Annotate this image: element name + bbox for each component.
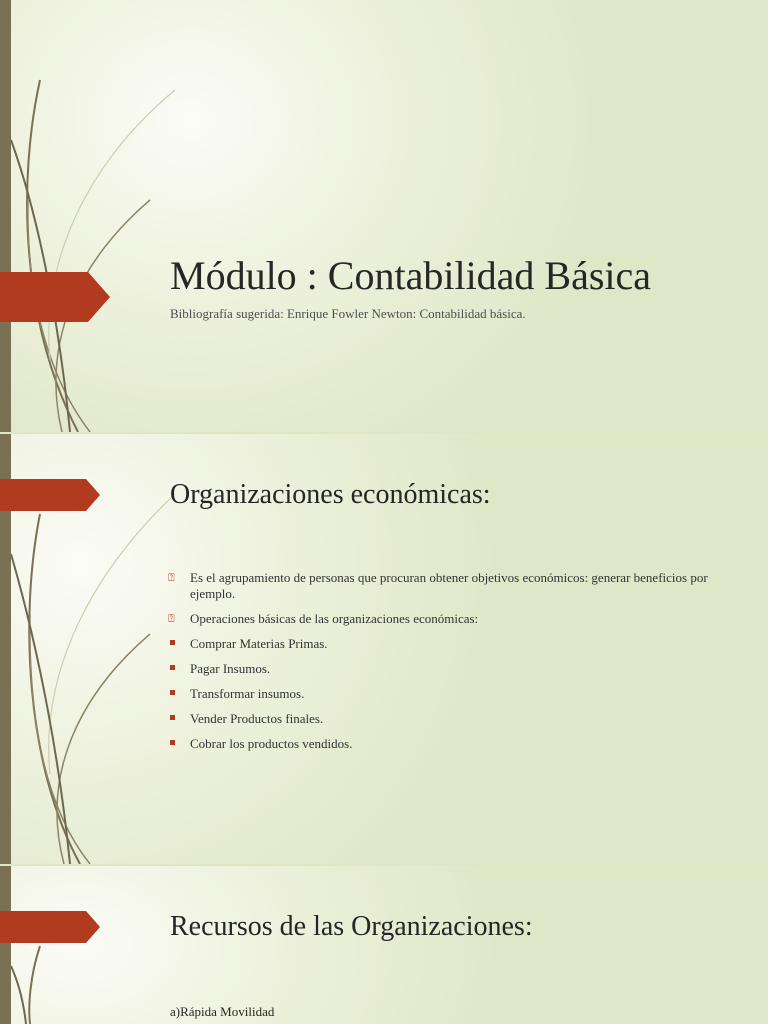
arrow-bullet-icon: ⍰ <box>168 613 175 625</box>
slide-text: a)Rápida Movilidad <box>170 1004 275 1019</box>
accent-arrow <box>0 479 100 511</box>
square-bullet-icon <box>170 665 175 670</box>
square-bullet-icon <box>170 715 175 720</box>
accent-arrow <box>0 272 110 322</box>
slide-title: Recursos de las Organizaciones: <box>170 911 533 942</box>
slide-title: Módulo : Contabilidad Básica <box>170 253 652 298</box>
list-item: Comprar Materias Primas. <box>168 636 708 652</box>
square-bullet-icon <box>170 690 175 695</box>
slide-3 <box>0 866 768 1024</box>
list-item: Cobrar los productos vendidos. <box>168 736 708 752</box>
bullet-list <box>168 570 708 761</box>
accent-arrow <box>0 911 100 943</box>
slide-title: Organizaciones económicas: <box>170 479 491 510</box>
square-bullet-icon <box>170 640 175 645</box>
slide-1 <box>0 0 768 432</box>
decorative-vines <box>0 866 200 1024</box>
arrow-bullet-icon: ⍰ <box>168 572 175 584</box>
decorative-vines <box>0 0 200 432</box>
list-item: Vender Productos finales. <box>168 711 708 727</box>
left-edge-bar <box>0 866 11 1024</box>
left-edge-bar <box>0 0 11 432</box>
list-item: Transformar insumos. <box>168 686 708 702</box>
list-item: ⍰ Es el agrupamiento de personas que procuran obtener objetivos económicos: generar beneficios por ejemplo. <box>168 570 708 601</box>
square-bullet-icon <box>170 740 175 745</box>
list-item: ⍰ Operaciones básicas de las organizaciones económicas: <box>168 611 479 626</box>
slide-subtitle: Bibliografía sugerida: Enrique Fowler Newton: Contabilidad básica. <box>170 306 526 321</box>
list-item: Pagar Insumos. <box>168 661 708 677</box>
